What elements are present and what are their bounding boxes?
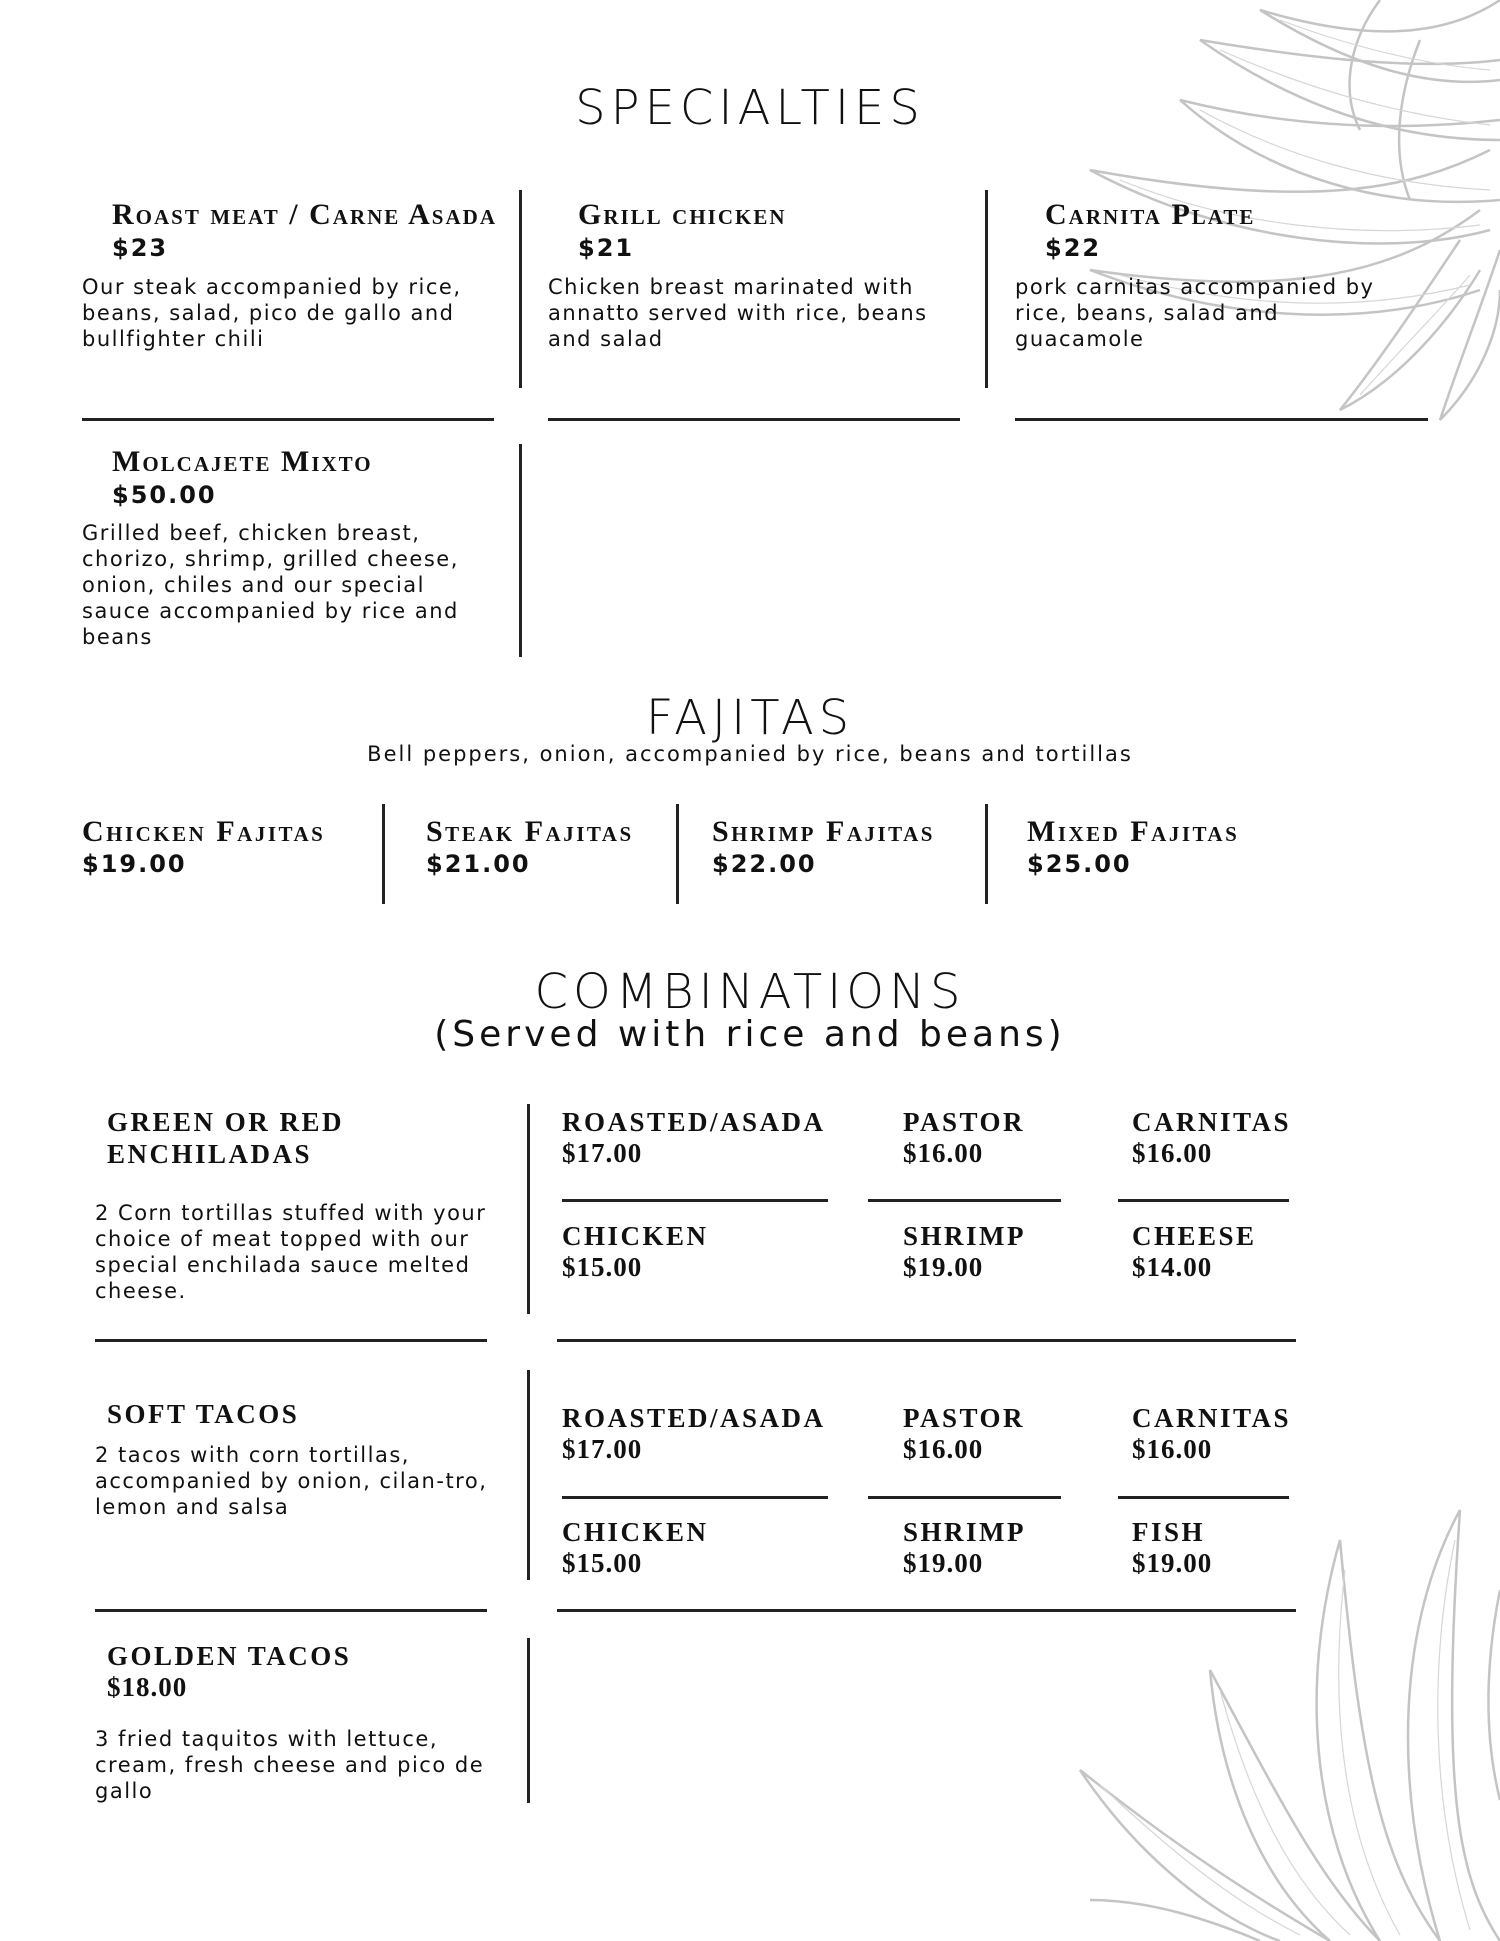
specialty-description: Chicken breast marinated with annatto served with rice, beans and salad: [548, 275, 928, 351]
option-name: CARNITAS: [1132, 1403, 1292, 1433]
fajitas-title: FAJITAS: [645, 690, 855, 746]
fajitas-subtitle: Bell peppers, onion, accompanied by rice, beans and tortillas: [367, 742, 1133, 766]
option-name: ROASTED/ASADA: [562, 1107, 826, 1137]
option-price: $17.00: [562, 1138, 643, 1168]
fajita-price: $25.00: [1027, 850, 1132, 878]
agave-leaf-icon: [1060, 1500, 1500, 1941]
combo-description: 2 tacos with corn tortillas, accompanied by onion, cilan-tro, lemon and salsa: [95, 1443, 488, 1519]
fajita-name: Chicken Fajitas: [82, 815, 326, 848]
option-name: SHRIMP: [903, 1221, 1026, 1251]
specialty-price: $22: [1045, 234, 1102, 262]
option-price: $15.00: [562, 1252, 643, 1282]
fajita-price: $19.00: [82, 850, 187, 878]
divider: [519, 444, 522, 657]
option-price: $14.00: [1132, 1252, 1213, 1282]
option-price: $19.00: [903, 1252, 984, 1282]
divider: [868, 1496, 1061, 1499]
option-name: CHEESE: [1132, 1221, 1257, 1251]
option-price: $15.00: [562, 1548, 643, 1578]
option-price: $19.00: [903, 1548, 984, 1578]
specialty-name: Grill chicken: [578, 198, 787, 231]
option-price: $16.00: [903, 1434, 984, 1464]
fajita-price: $22.00: [712, 850, 817, 878]
fajita-name: Shrimp Fajitas: [712, 815, 935, 848]
combo-name: SOFT TACOS: [107, 1399, 300, 1429]
specialties-title: SPECIALTIES: [575, 80, 925, 136]
combo-name: GREEN OR RED ENCHILADAS: [107, 1107, 345, 1169]
divider: [557, 1339, 1296, 1342]
fajita-price: $21.00: [426, 850, 531, 878]
specialty-price: $21: [578, 234, 635, 262]
divider: [562, 1496, 828, 1499]
divider: [1118, 1199, 1289, 1202]
divider: [519, 190, 522, 388]
divider: [527, 1638, 530, 1803]
divider: [1118, 1496, 1289, 1499]
divider: [1015, 418, 1428, 421]
option-name: CARNITAS: [1132, 1107, 1292, 1137]
option-name: CHICKEN: [562, 1517, 709, 1547]
option-name: CHICKEN: [562, 1221, 709, 1251]
divider: [557, 1609, 1296, 1612]
option-name: SHRIMP: [903, 1517, 1026, 1547]
option-name: PASTOR: [903, 1403, 1026, 1433]
option-name: ROASTED/ASADA: [562, 1403, 826, 1433]
divider: [382, 804, 385, 904]
option-price: $17.00: [562, 1434, 643, 1464]
divider: [985, 190, 988, 388]
divider: [95, 1339, 487, 1342]
divider: [548, 418, 960, 421]
combo-description: 2 Corn tortillas stuffed with your choice of meat topped with our special enchilada sauce melted cheese.: [95, 1201, 487, 1303]
combinations-title: COMBINATIONS: [534, 964, 966, 1020]
combo-description: 3 fried taquitos with lettuce, cream, fresh cheese and pico de gallo: [95, 1727, 485, 1803]
specialty-price: $23: [112, 234, 169, 262]
option-price: $19.00: [1132, 1548, 1213, 1578]
option-price: $16.00: [1132, 1138, 1213, 1168]
specialty-description: Our steak accompanied by rice, beans, salad, pico de gallo and bullfighter chili: [82, 275, 462, 351]
option-name: FISH: [1132, 1517, 1206, 1547]
divider: [527, 1104, 530, 1314]
divider: [985, 804, 988, 904]
specialty-name: Roast meat / Carne Asada: [112, 198, 497, 231]
combo-price: $18.00: [107, 1672, 188, 1702]
specialty-price: $50.00: [112, 481, 217, 509]
specialty-name: Carnita Plate: [1045, 198, 1256, 231]
combo-name: GOLDEN TACOS: [107, 1641, 352, 1671]
fajita-name: Steak Fajitas: [426, 815, 634, 848]
divider: [562, 1199, 828, 1202]
option-price: $16.00: [903, 1138, 984, 1168]
divider: [868, 1199, 1061, 1202]
fajita-name: Mixed Fajitas: [1027, 815, 1240, 848]
specialty-description: pork carnitas accompanied by rice, beans, salad and guacamole: [1015, 275, 1375, 351]
divider: [95, 1609, 487, 1612]
divider: [676, 804, 679, 904]
option-price: $16.00: [1132, 1434, 1213, 1464]
divider: [82, 418, 494, 421]
divider: [527, 1370, 530, 1580]
specialty-name: Molcajete Mixto: [112, 445, 373, 478]
combinations-subtitle: (Served with rice and beans): [434, 1014, 1066, 1055]
option-name: PASTOR: [903, 1107, 1026, 1137]
specialty-description: Grilled beef, chicken breast, chorizo, shrimp, grilled cheese, onion, chiles and our special sauce accompanied by rice and beans: [82, 521, 459, 649]
